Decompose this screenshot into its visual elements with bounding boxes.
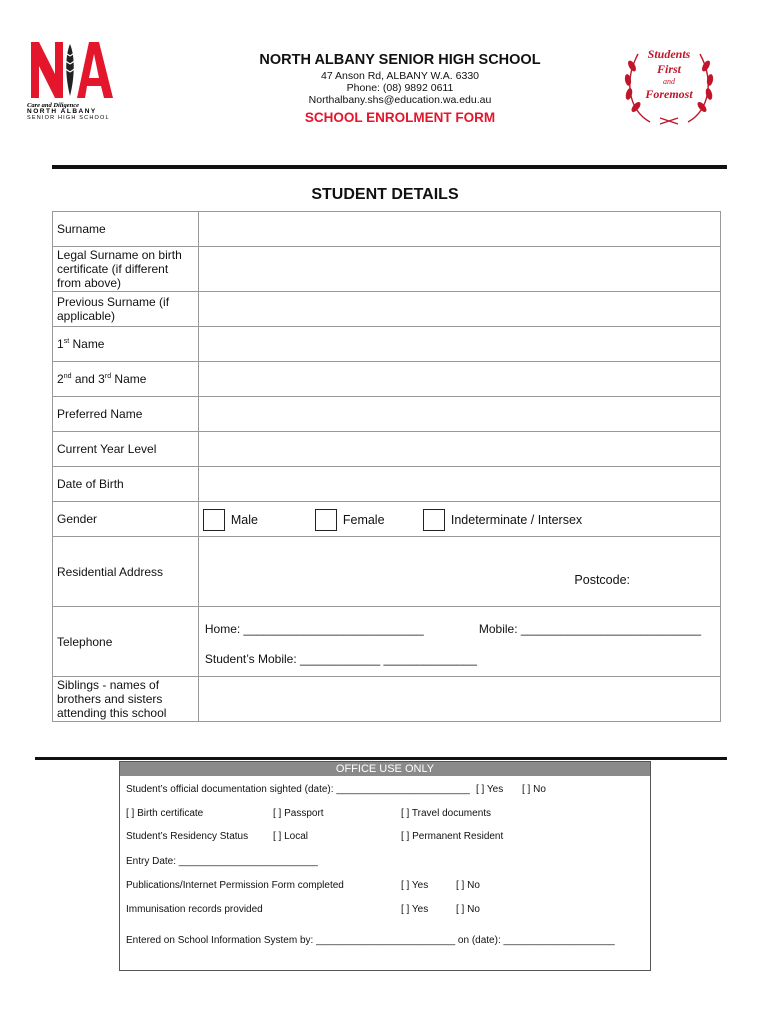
residency-local-checkbox[interactable]: [ ] Local xyxy=(273,831,309,842)
row-dob xyxy=(53,467,721,502)
gender-intersex-checkbox[interactable] xyxy=(423,509,445,531)
office-use-title: OFFICE USE ONLY xyxy=(120,762,650,776)
gender-female-option[interactable] xyxy=(315,509,385,531)
entry-date-field[interactable]: Entry Date: _________________________ xyxy=(126,856,318,867)
preferred-name-field[interactable] xyxy=(198,397,720,432)
residency-permanent-checkbox[interactable]: [ ] Permanent Resident xyxy=(401,831,504,842)
logo-school-line2: SENIOR HIGH SCHOOL xyxy=(27,115,110,120)
gender-intersex-label: Indeterminate / Intersex xyxy=(450,513,583,527)
row-year-level xyxy=(53,432,721,467)
school-logo xyxy=(25,36,125,120)
seal-word-1: Students xyxy=(647,47,691,61)
immunisation-yes[interactable]: [ ] Yes xyxy=(401,904,429,915)
previous-surname-label: Previous Surname (if applicable) xyxy=(53,292,199,327)
gender-male-option[interactable] xyxy=(203,509,258,531)
row-preferred-name xyxy=(53,397,721,432)
row-surname xyxy=(53,212,721,247)
publications-yes[interactable]: [ ] Yes xyxy=(401,880,429,891)
row-gender xyxy=(53,502,721,537)
seal-word-4: Foremost xyxy=(645,87,693,101)
siblings-label: Siblings - names of brothers and sisters attending this school xyxy=(53,677,199,722)
telephone-field[interactable] xyxy=(198,607,720,677)
year-level-label: Current Year Level xyxy=(53,432,199,467)
home-phone-field[interactable]: Home: ___________________________ xyxy=(204,622,424,636)
row-siblings xyxy=(53,677,721,722)
logo-motto: Care and Diligence xyxy=(27,102,79,109)
header-divider xyxy=(52,165,727,169)
dob-field[interactable] xyxy=(198,467,720,502)
publications-no[interactable]: [ ] No xyxy=(456,880,480,891)
school-phone: Phone: (08) 9892 0611 xyxy=(346,82,454,94)
seal-word-3: and xyxy=(663,77,675,86)
office-divider xyxy=(35,757,727,760)
gender-male-label: Male xyxy=(230,513,258,527)
seal-word-2: First xyxy=(656,62,682,76)
gender-male-checkbox[interactable] xyxy=(203,509,225,531)
telephone-label: Telephone xyxy=(53,607,199,677)
previous-surname-field[interactable] xyxy=(198,292,720,327)
school-address: 47 Anson Rd, ALBANY W.A. 6330 xyxy=(321,70,479,82)
passport-checkbox[interactable]: [ ] Passport xyxy=(273,808,324,819)
immunisation-no[interactable]: [ ] No xyxy=(456,904,480,915)
birth-cert-checkbox[interactable]: [ ] Birth certificate xyxy=(126,808,204,819)
student-mobile-field[interactable]: Student’s Mobile: ____________ ______________ xyxy=(204,652,477,666)
office-use-panel xyxy=(119,761,651,971)
surname-label: Surname xyxy=(53,212,199,247)
address-label: Residential Address xyxy=(53,537,199,607)
motto-seal xyxy=(620,40,718,128)
gender-female-checkbox[interactable] xyxy=(315,509,337,531)
entered-on-system-field[interactable]: Entered on School Information System by: _________________________ on (date): ____________________ xyxy=(126,935,615,946)
row-previous-surname xyxy=(53,292,721,327)
postcode-label: Postcode: xyxy=(574,573,630,587)
row-telephone xyxy=(53,607,721,677)
address-field[interactable] xyxy=(198,537,720,607)
preferred-name-label: Preferred Name xyxy=(53,397,199,432)
year-level-field[interactable] xyxy=(198,432,720,467)
row-second-third-name xyxy=(53,362,721,397)
student-details-table xyxy=(52,211,721,722)
travel-docs-checkbox[interactable]: [ ] Travel documents xyxy=(401,808,492,819)
school-name: NORTH ALBANY SENIOR HIGH SCHOOL xyxy=(259,52,541,68)
surname-field[interactable] xyxy=(198,212,720,247)
doc-sighted-no[interactable]: [ ] No xyxy=(522,784,546,795)
legal-surname-field[interactable] xyxy=(198,247,720,292)
row-first-name xyxy=(53,327,721,362)
doc-sighted-field[interactable]: Student’s official documentation sighted (date): ________________________ xyxy=(126,784,470,795)
siblings-field[interactable] xyxy=(198,677,720,722)
form-title: SCHOOL ENROLMENT FORM xyxy=(304,110,496,125)
doc-sighted-yes[interactable]: [ ] Yes xyxy=(476,784,504,795)
school-email: Northalbany.shs@education.wa.edu.au xyxy=(308,94,492,106)
row-legal-surname xyxy=(53,247,721,292)
publications-label: Publications/Internet Permission Form completed xyxy=(126,880,344,891)
second-third-name-label: 2nd and 3rd Name xyxy=(53,362,199,397)
residency-label: Student’s Residency Status xyxy=(126,831,249,842)
gender-label: Gender xyxy=(53,502,199,537)
first-name-label: 1st Name xyxy=(53,327,199,362)
section-title: STUDENT DETAILS xyxy=(311,186,459,203)
gender-options xyxy=(198,502,720,537)
gender-female-label: Female xyxy=(342,513,385,527)
dob-label: Date of Birth xyxy=(53,467,199,502)
logo-school-line1: NORTH ALBANY xyxy=(27,108,97,115)
second-third-name-field[interactable] xyxy=(198,362,720,397)
legal-surname-label: Legal Surname on birth certificate (if different from above) xyxy=(53,247,199,292)
first-name-field[interactable] xyxy=(198,327,720,362)
gender-intersex-option[interactable] xyxy=(423,509,582,531)
immunisation-label: Immunisation records provided xyxy=(126,904,263,915)
mobile-phone-field[interactable]: Mobile: ___________________________ xyxy=(478,622,702,636)
row-address xyxy=(53,537,721,607)
